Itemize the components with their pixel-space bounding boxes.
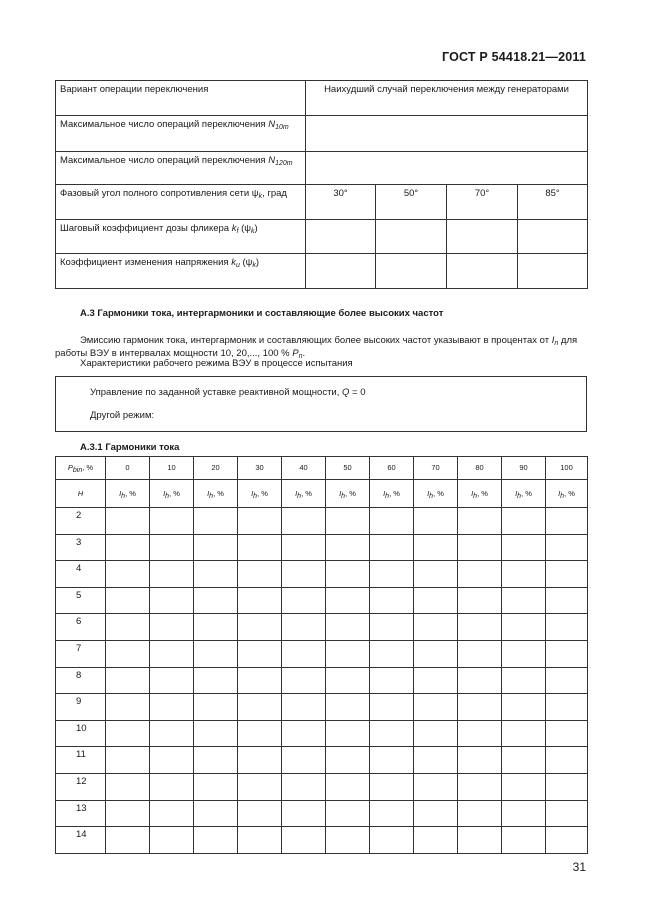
harmonic-value-cell — [370, 747, 414, 774]
harmonic-value-cell — [414, 508, 458, 535]
harmonic-value-cell — [546, 614, 588, 641]
harmonic-value-cell — [326, 827, 370, 854]
harmonic-value-cell — [414, 800, 458, 827]
harmonic-value-cell — [238, 667, 282, 694]
harmonic-value-cell — [106, 561, 150, 588]
power-bin-label: $P_{bin}$, % — [56, 457, 106, 480]
voltage-change-factor-label: Коэффициент изменения напряжения $k_u$ $(\psi_k)$ — [56, 254, 306, 289]
flicker-cell — [447, 220, 518, 254]
other-mode-line: Другой режим: — [90, 410, 155, 421]
harmonic-value-cell — [458, 614, 502, 641]
harmonic-value-cell — [370, 827, 414, 854]
harmonic-value-cell — [282, 667, 326, 694]
table-row — [56, 587, 588, 614]
harmonic-value-cell — [282, 800, 326, 827]
harmonic-value-cell — [546, 827, 588, 854]
harmonic-value-cell — [150, 720, 194, 747]
angle-50: 50° — [376, 185, 447, 220]
harmonic-value-cell — [150, 614, 194, 641]
power-bin-col: 90 — [502, 457, 546, 480]
harmonic-value-cell — [326, 694, 370, 721]
harmonic-order: 4 — [56, 561, 106, 588]
harmonic-value-cell — [502, 800, 546, 827]
table-row — [56, 773, 588, 800]
power-bin-col: 10 — [150, 457, 194, 480]
n10m-label: Максимальное число операций переключения $N_{10m}$ — [56, 116, 306, 152]
n120m-value — [306, 152, 588, 185]
harmonic-value-cell — [414, 534, 458, 561]
harmonic-order: 13 — [56, 800, 106, 827]
harmonic-value-cell — [370, 694, 414, 721]
flicker-cell — [376, 220, 447, 254]
harmonic-value-cell — [370, 614, 414, 641]
angle-85: 85° — [518, 185, 588, 220]
harmonic-order: 9 — [56, 694, 106, 721]
table-row — [56, 800, 588, 827]
harmonic-value-cell — [194, 800, 238, 827]
harmonic-value-cell — [414, 587, 458, 614]
harmonic-value-cell — [238, 614, 282, 641]
harmonic-value-cell — [282, 694, 326, 721]
harmonic-value-cell — [502, 561, 546, 588]
harmonic-value-cell — [414, 640, 458, 667]
harmonic-value-cell — [106, 747, 150, 774]
harmonic-value-cell — [414, 720, 458, 747]
emission-paragraph: Эмиссию гармоник тока, интергармоник и составляющих более высоких частот указывают в процентах от $I_n$ для работы ВЭУ в интервалах мощности 10, 20,..., 100 % $P_n$. — [55, 335, 578, 360]
harmonic-value-cell — [546, 534, 588, 561]
harmonic-value-cell — [282, 720, 326, 747]
power-bin-col: 70 — [414, 457, 458, 480]
harmonic-value-cell — [458, 561, 502, 588]
harmonic-value-cell — [106, 800, 150, 827]
harmonic-unit-header: $I_h$, % — [326, 480, 370, 508]
harmonic-value-cell — [546, 508, 588, 535]
harmonic-value-cell — [414, 667, 458, 694]
harmonic-value-cell — [370, 800, 414, 827]
harmonic-value-cell — [282, 561, 326, 588]
section-a3-title: А.3 Гармоники тока, интергармоники и составляющие более высоких частот — [80, 308, 444, 319]
harmonic-value-cell — [370, 587, 414, 614]
harmonic-value-cell — [238, 827, 282, 854]
harmonic-value-cell — [414, 747, 458, 774]
flicker-cell — [306, 220, 376, 254]
harmonic-value-cell — [238, 747, 282, 774]
harmonic-value-cell — [370, 640, 414, 667]
harmonic-value-cell — [414, 694, 458, 721]
harmonic-value-cell — [106, 827, 150, 854]
harmonic-unit-header: $I_h$, % — [502, 480, 546, 508]
harmonic-value-cell — [194, 640, 238, 667]
harmonic-value-cell — [326, 747, 370, 774]
harmonic-value-cell — [238, 694, 282, 721]
harmonic-value-cell — [150, 800, 194, 827]
harmonic-value-cell — [458, 694, 502, 721]
harmonic-value-cell — [326, 667, 370, 694]
harmonic-value-cell — [458, 587, 502, 614]
harmonic-value-cell — [238, 534, 282, 561]
harmonic-order-label: H — [56, 480, 106, 508]
harmonic-unit-header: $I_h$, % — [194, 480, 238, 508]
harmonic-value-cell — [458, 747, 502, 774]
harmonic-value-cell — [282, 587, 326, 614]
harmonic-unit-header: $I_h$, % — [238, 480, 282, 508]
harmonic-value-cell — [414, 614, 458, 641]
harmonic-value-cell — [326, 534, 370, 561]
harmonic-value-cell — [458, 827, 502, 854]
harmonic-unit-header: $I_h$, % — [150, 480, 194, 508]
harmonic-value-cell — [238, 640, 282, 667]
harmonic-order: 7 — [56, 640, 106, 667]
harmonic-value-cell — [326, 800, 370, 827]
harmonic-value-cell — [370, 720, 414, 747]
page-number: 31 — [572, 860, 586, 874]
harmonic-value-cell — [238, 587, 282, 614]
harmonic-value-cell — [238, 800, 282, 827]
harmonic-value-cell — [326, 508, 370, 535]
harmonic-value-cell — [502, 508, 546, 535]
harmonic-value-cell — [414, 773, 458, 800]
harmonic-value-cell — [194, 694, 238, 721]
harmonic-value-cell — [150, 508, 194, 535]
harmonic-value-cell — [150, 534, 194, 561]
harmonic-value-cell — [502, 827, 546, 854]
power-bin-col: 0 — [106, 457, 150, 480]
harmonic-value-cell — [282, 614, 326, 641]
harmonic-order: 2 — [56, 508, 106, 535]
section-a31-title: А.3.1 Гармоники тока — [80, 442, 180, 453]
harmonic-value-cell — [458, 667, 502, 694]
harmonic-value-cell — [282, 640, 326, 667]
table-row — [56, 720, 588, 747]
power-bin-col: 100 — [546, 457, 588, 480]
harmonic-value-cell — [194, 614, 238, 641]
harmonic-value-cell — [326, 720, 370, 747]
angle-30: 30° — [306, 185, 376, 220]
harmonic-value-cell — [502, 614, 546, 641]
harmonic-value-cell — [150, 747, 194, 774]
harmonic-value-cell — [458, 720, 502, 747]
harmonic-value-cell — [370, 667, 414, 694]
harmonic-value-cell — [546, 747, 588, 774]
switching-variant-label: Вариант операции переключения — [56, 81, 306, 116]
table-row — [56, 694, 588, 721]
power-bin-col: 20 — [194, 457, 238, 480]
voltage-cell — [306, 254, 376, 289]
harmonic-value-cell — [150, 694, 194, 721]
harmonic-value-cell — [326, 587, 370, 614]
harmonic-value-cell — [546, 561, 588, 588]
reactive-power-control-line: Управление по заданной уставке реактивной мощности, Q = 0 — [90, 387, 366, 398]
harmonic-value-cell — [546, 667, 588, 694]
power-bin-col: 80 — [458, 457, 502, 480]
harmonic-value-cell — [458, 508, 502, 535]
harmonic-value-cell — [546, 800, 588, 827]
harmonic-unit-header: $I_h$, % — [546, 480, 588, 508]
harmonic-value-cell — [370, 561, 414, 588]
harmonic-unit-header: $I_h$, % — [414, 480, 458, 508]
harmonic-value-cell — [194, 587, 238, 614]
harmonic-value-cell — [546, 720, 588, 747]
harmonic-value-cell — [502, 773, 546, 800]
harmonic-value-cell — [106, 667, 150, 694]
harmonic-order: 6 — [56, 614, 106, 641]
harmonic-value-cell — [502, 587, 546, 614]
power-bin-col: 60 — [370, 457, 414, 480]
operating-mode-paragraph: Характеристики рабочего режима ВЭУ в процессе испытания — [80, 358, 353, 369]
harmonic-value-cell — [282, 747, 326, 774]
harmonic-value-cell — [150, 773, 194, 800]
voltage-cell — [518, 254, 588, 289]
harmonic-value-cell — [106, 694, 150, 721]
harmonic-value-cell — [106, 534, 150, 561]
harmonic-value-cell — [194, 747, 238, 774]
table-row — [56, 827, 588, 854]
harmonic-value-cell — [194, 534, 238, 561]
harmonic-value-cell — [106, 720, 150, 747]
operating-mode-box — [55, 376, 587, 432]
harmonic-unit-header: $I_h$, % — [106, 480, 150, 508]
harmonic-value-cell — [150, 827, 194, 854]
table-row — [56, 561, 588, 588]
angle-70: 70° — [447, 185, 518, 220]
harmonic-value-cell — [106, 614, 150, 641]
harmonic-value-cell — [370, 508, 414, 535]
harmonic-value-cell — [150, 561, 194, 588]
harmonic-value-cell — [194, 827, 238, 854]
harmonic-value-cell — [238, 773, 282, 800]
harmonic-value-cell — [370, 534, 414, 561]
harmonic-value-cell — [326, 640, 370, 667]
harmonic-value-cell — [502, 694, 546, 721]
harmonic-value-cell — [458, 800, 502, 827]
table-row — [56, 747, 588, 774]
harmonic-value-cell — [106, 773, 150, 800]
harmonic-value-cell — [326, 614, 370, 641]
harmonic-value-cell — [502, 667, 546, 694]
harmonic-value-cell — [238, 508, 282, 535]
harmonic-order: 8 — [56, 667, 106, 694]
harmonic-value-cell — [370, 773, 414, 800]
harmonic-value-cell — [546, 694, 588, 721]
harmonic-unit-header: $I_h$, % — [370, 480, 414, 508]
harmonic-value-cell — [238, 720, 282, 747]
harmonic-value-cell — [282, 827, 326, 854]
power-bin-col: 30 — [238, 457, 282, 480]
harmonic-value-cell — [502, 747, 546, 774]
harmonic-order: 11 — [56, 747, 106, 774]
harmonic-value-cell — [194, 561, 238, 588]
flicker-step-factor-label: Шаговый коэффициент дозы фликера $k_f$ $(\psi_k)$ — [56, 220, 306, 254]
harmonic-order: 12 — [56, 773, 106, 800]
harmonic-value-cell — [326, 561, 370, 588]
harmonic-value-cell — [194, 667, 238, 694]
harmonic-value-cell — [150, 587, 194, 614]
table-row — [56, 667, 588, 694]
n10m-value — [306, 116, 588, 152]
harmonic-value-cell — [282, 508, 326, 535]
harmonic-value-cell — [414, 827, 458, 854]
harmonic-value-cell — [194, 720, 238, 747]
harmonic-order: 3 — [56, 534, 106, 561]
harmonic-value-cell — [282, 773, 326, 800]
n120m-label: Максимальное число операций переключения $N_{120m}$ — [56, 152, 306, 185]
document-header: ГОСТ Р 54418.21—2011 — [441, 50, 586, 64]
harmonic-order: 10 — [56, 720, 106, 747]
harmonic-value-cell — [150, 667, 194, 694]
table-row — [56, 640, 588, 667]
power-bin-col: 50 — [326, 457, 370, 480]
harmonic-value-cell — [106, 587, 150, 614]
harmonic-value-cell — [502, 640, 546, 667]
harmonic-value-cell — [546, 773, 588, 800]
harmonic-value-cell — [458, 534, 502, 561]
harmonic-order: 14 — [56, 827, 106, 854]
flicker-cell — [518, 220, 588, 254]
harmonic-value-cell — [458, 773, 502, 800]
switching-operations-table — [55, 80, 588, 289]
harmonic-unit-header: $I_h$, % — [282, 480, 326, 508]
voltage-cell — [376, 254, 447, 289]
harmonic-value-cell — [458, 640, 502, 667]
harmonic-value-cell — [502, 534, 546, 561]
harmonic-value-cell — [194, 508, 238, 535]
harmonic-order: 5 — [56, 587, 106, 614]
harmonic-unit-header: $I_h$, % — [458, 480, 502, 508]
voltage-cell — [447, 254, 518, 289]
table-row — [56, 508, 588, 535]
harmonic-value-cell — [238, 561, 282, 588]
worst-case-header: Наихудший случай переключения между генераторами — [306, 81, 588, 116]
harmonic-value-cell — [414, 561, 458, 588]
harmonic-value-cell — [326, 773, 370, 800]
current-harmonics-table — [55, 456, 588, 854]
harmonic-value-cell — [150, 640, 194, 667]
harmonic-value-cell — [106, 640, 150, 667]
phase-angle-label: Фазовый угол полного сопротивления сети $\psi_k$, град — [56, 185, 306, 220]
harmonic-value-cell — [546, 640, 588, 667]
table-row — [56, 614, 588, 641]
harmonic-value-cell — [282, 534, 326, 561]
harmonic-value-cell — [546, 587, 588, 614]
power-bin-col: 40 — [282, 457, 326, 480]
harmonic-value-cell — [502, 720, 546, 747]
harmonic-value-cell — [194, 773, 238, 800]
table-row — [56, 534, 588, 561]
harmonic-value-cell — [106, 508, 150, 535]
